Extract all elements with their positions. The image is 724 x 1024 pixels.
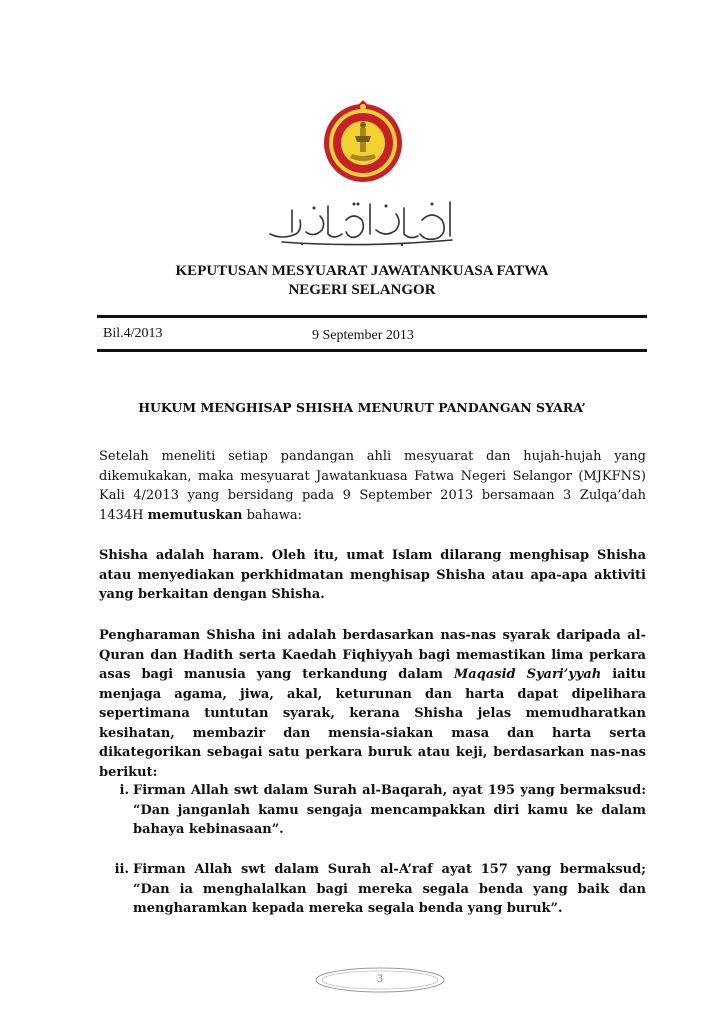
basis-paragraph <box>99 626 646 782</box>
intro-text-end: bahawa: <box>242 507 303 523</box>
meeting-date: 9 September 2013 <box>312 328 414 343</box>
basis-text: Pengharaman Shisha ini adalah berdasarkan nas-nas syarak daripada al-Quran dan Hadith serta Kaedah Fiqhiyyah bagi memastikan lima perkara asas bagi manusia yang terkandung dalam <box>99 628 646 682</box>
list-item-number: i. <box>119 783 129 798</box>
ruling-paragraph: Shisha adalah haram. Oleh itu, umat Islam dilarang menghisap Shisha atau menyediakan perkhidmatan menghisap Shisha atau apa-apa aktiviti yang berkaitan dengan Shisha. <box>99 548 646 602</box>
top-divider <box>97 315 647 318</box>
fatwa-subtitle: HUKUM MENGHISAP SHISHA MENURUT PANDANGAN SYARA’ <box>138 400 586 415</box>
list-item-text: Firman Allah swt dalam Surah al-A’raf ayat 157 yang bermaksud; “Dan ia menghalalkan bagi mereka segala benda yang baik dan mengharamkan kepada mereka segala benda yang buruk”. <box>133 862 646 916</box>
document-title <box>0 262 724 300</box>
title-line-2: NEGERI SELANGOR <box>288 282 436 298</box>
jabatan-mufti-seal-icon <box>320 98 406 184</box>
list-item-text: Firman Allah swt dalam Surah al-Baqarah, ayat 195 yang bermaksud: “Dan janganlah kamu sengaja mencampakkan diri kamu ke dalam bahaya kebinasaan”. <box>133 783 646 837</box>
page-number: 3 <box>377 971 383 985</box>
list-item-number: ii. <box>114 862 129 877</box>
intro-text: Setelah meneliti setiap pandangan ahli mesyuarat dan hujah-hujah yang dikemukakan, maka mesyuarat Jawatankuasa Fatwa Negeri Selangor (MJKFNS) Kali 4/2013 yang bersidang pada 9 September 2013 bersamaan 3 Zulqa’dah 1434H <box>99 449 646 523</box>
basis-text-end: iaitu menjaga agama, jiwa, akal, keturunan dan harta dapat dipelihara sepertimana tuntutan syarak, kerana Shisha jelas memudharatkan kesihatan, membazir dan mensia-siakan masa dan harta serta dikategorikan sebagai satu perkara buruk atau keji, berdasarkan nas-nas berikut: <box>99 667 646 780</box>
title-line-1: KEPUTUSAN MESYUARAT JAWATANKUASA FATWA <box>175 263 549 279</box>
bottom-divider <box>97 349 647 352</box>
intro-bold: memutuskan <box>147 507 243 523</box>
basis-italic: Maqasid Syari’yyah <box>453 667 602 682</box>
arabic-calligraphy-icon <box>262 190 462 248</box>
intro-paragraph <box>99 447 646 525</box>
reference-number: Bil.4/2013 <box>103 326 163 341</box>
